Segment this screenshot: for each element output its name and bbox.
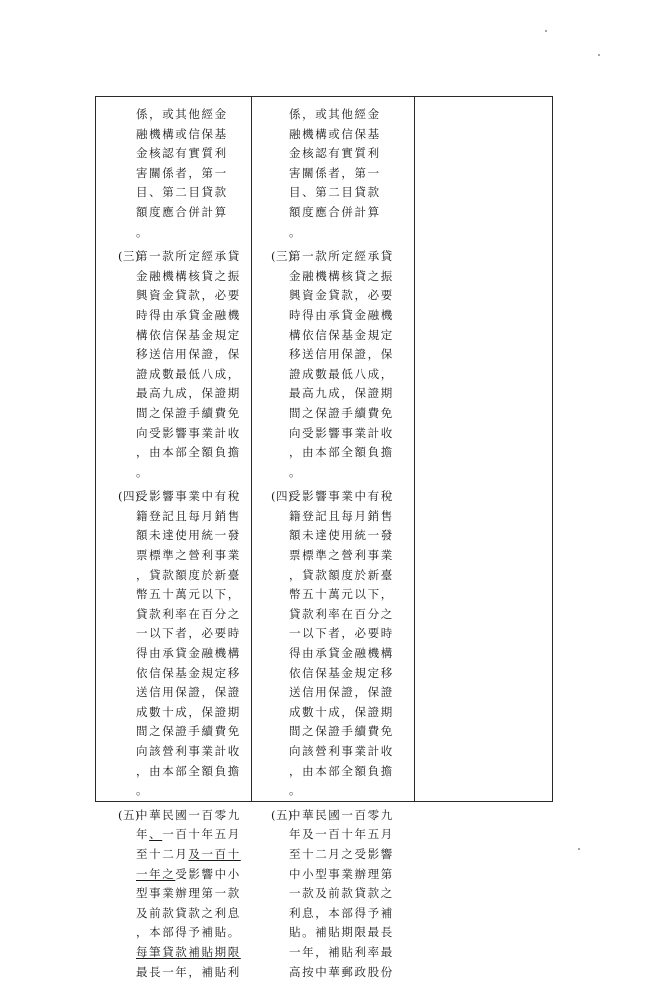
text-line: 向該營利事業計收 xyxy=(289,744,394,758)
text-line: 係，或其他經金 xyxy=(136,107,228,121)
text-line: 證成數最低八成， xyxy=(136,366,241,381)
amended-text-column xyxy=(118,105,260,987)
text-line: 年及一百十年五月 xyxy=(289,827,394,842)
item-number: (五) xyxy=(271,807,293,822)
text-line: 興資金貸款，必要 xyxy=(289,288,394,303)
text-line: 得由承貸金融機構 xyxy=(289,646,394,661)
text-line: 。 xyxy=(289,224,303,239)
item-number: (三) xyxy=(271,249,293,264)
text-line: ，本部得予補貼。 xyxy=(136,925,241,940)
text-line: 害關係者，第一 xyxy=(136,165,228,180)
text-line: 。 xyxy=(289,783,303,798)
text-line: 額度應合併計算 xyxy=(289,204,381,219)
text-line: 向受影響事業計收 xyxy=(289,425,394,440)
text-line: 中華民國一百零九 xyxy=(289,807,394,822)
text-line: 。 xyxy=(136,783,150,798)
item-number: (五) xyxy=(118,807,140,822)
text-line: 額未達使用統一發 xyxy=(136,528,241,543)
column-divider xyxy=(414,97,415,801)
text-line: 受影響事業中有稅 xyxy=(289,489,394,504)
scan-speck xyxy=(545,30,547,32)
text-line: 時得由承貸金融機 xyxy=(136,307,241,322)
text-line: 第一款所定經承貸 xyxy=(289,249,394,264)
text-line: 第一款所定經承貸 xyxy=(136,249,241,264)
text-line: 係，或其他經金 xyxy=(289,107,381,121)
text-line: 中華民國一百零九 xyxy=(136,807,241,822)
list-item xyxy=(271,105,413,242)
text-line: 證成數最低八成， xyxy=(289,366,394,381)
text-line: 利息，本部得予補 xyxy=(289,905,394,920)
text-line: 中小型事業辦理第 xyxy=(289,866,394,881)
text-line: 間之保證手續費免 xyxy=(136,405,241,420)
text-line: ，由本部全額負擔 xyxy=(289,445,394,460)
text-line: 至十二月及一百十 xyxy=(136,846,241,861)
text-line: 每筆貸款補貼期限 xyxy=(136,944,241,959)
list-item xyxy=(118,806,260,982)
text-line: 。 xyxy=(136,464,150,479)
text-line: 時得由承貸金融機 xyxy=(289,307,394,322)
text-line: 目、第二目貸款 xyxy=(289,185,381,200)
text-line: 金核認有實質利 xyxy=(289,146,381,161)
text-line: 間之保證手續費免 xyxy=(289,724,394,739)
text-line: 至十二月之受影響 xyxy=(289,846,394,861)
text-line: 貸款利率在百分之 xyxy=(136,606,241,621)
text-line: 一以下者，必要時 xyxy=(136,626,241,641)
text-line: 興資金貸款，必要 xyxy=(136,288,241,303)
text-line: 年、一百十年五月 xyxy=(136,827,241,842)
scan-speck xyxy=(598,54,600,56)
text-line: 及前款貸款之利息 xyxy=(136,905,241,920)
text-line: 一年，補貼利率最 xyxy=(289,944,394,959)
text-line: 送信用保證，保證 xyxy=(136,685,241,700)
text-line: 依信保基金規定移 xyxy=(289,665,394,680)
text-line: 額未達使用統一發 xyxy=(289,528,394,543)
text-line: 一以下者，必要時 xyxy=(289,626,394,641)
item-number: (三) xyxy=(118,249,140,264)
list-item xyxy=(271,247,413,482)
list-item xyxy=(271,806,413,982)
text-line: 金融機構核貸之振 xyxy=(289,268,394,283)
text-line: 籍登記且每月銷售 xyxy=(289,508,394,523)
comparison-table xyxy=(95,96,553,979)
text-line: 。 xyxy=(289,464,303,479)
text-line: ，由本部全額負擔 xyxy=(136,445,241,460)
text-line: 構依信保基金規定 xyxy=(289,327,394,342)
text-line: 幣五十萬元以下， xyxy=(136,587,241,602)
text-line: 害關係者，第一 xyxy=(289,165,381,180)
text-line: 向該營利事業計收 xyxy=(136,744,241,758)
text-line: 移送信用保證，保 xyxy=(136,347,241,362)
list-item xyxy=(118,105,260,242)
text-line: 型事業辦理第一款 xyxy=(136,886,241,901)
text-line: 送信用保證，保證 xyxy=(289,685,394,700)
text-line: ，由本部全額負擔 xyxy=(136,763,241,778)
text-line: ，貸款額度於新臺 xyxy=(136,567,241,582)
text-line: 目、第二目貸款 xyxy=(136,185,228,200)
text-line: 間之保證手續費免 xyxy=(136,724,241,739)
text-line: 一款及前款貸款之 xyxy=(289,886,394,901)
text-line: 幣五十萬元以下， xyxy=(289,587,394,602)
text-line: 貸款利率在百分之 xyxy=(289,606,394,621)
current-text-column xyxy=(271,105,413,987)
text-line: 一年之受影響中小 xyxy=(136,866,241,881)
text-line: 向受影響事業計收 xyxy=(136,425,241,440)
text-line: ，貸款額度於新臺 xyxy=(289,567,394,582)
text-line: 最高九成，保證期 xyxy=(136,386,241,401)
text-line: 額度應合併計算 xyxy=(136,204,228,219)
text-line: 依信保基金規定移 xyxy=(136,665,241,680)
text-line: ，由本部全額負擔 xyxy=(289,763,394,778)
text-line: 融機構或信保基 xyxy=(136,126,228,141)
text-line: 受影響事業中有稅 xyxy=(136,489,241,504)
text-line: 成數十成，保證期 xyxy=(136,704,241,719)
item-number: (四) xyxy=(118,489,140,504)
text-line: 高按中華郵政股份 xyxy=(289,964,394,979)
text-line: 構依信保基金規定 xyxy=(136,327,241,342)
text-line: 得由承貸金融機構 xyxy=(136,646,241,661)
list-item xyxy=(271,487,413,801)
text-line: 成數十成，保證期 xyxy=(289,704,394,719)
text-line: 票標準之營利事業 xyxy=(289,548,394,563)
text-line: 融機構或信保基 xyxy=(289,126,381,141)
text-line: 移送信用保證，保 xyxy=(289,347,394,362)
list-item xyxy=(118,487,260,801)
text-line: 金核認有實質利 xyxy=(136,146,228,161)
text-line: 最長一年，補貼利 xyxy=(136,964,241,979)
text-line: 貼。補貼期限最長 xyxy=(289,925,394,940)
text-line: 金融機構核貸之振 xyxy=(136,268,241,283)
list-item xyxy=(118,247,260,482)
scan-speck xyxy=(578,848,580,850)
item-number: (四) xyxy=(271,489,293,504)
text-line: 最高九成，保證期 xyxy=(289,386,394,401)
text-line: 票標準之營利事業 xyxy=(136,548,241,563)
text-line: 。 xyxy=(136,224,150,239)
text-line: 間之保證手續費免 xyxy=(289,405,394,420)
text-line: 籍登記且每月銷售 xyxy=(136,508,241,523)
